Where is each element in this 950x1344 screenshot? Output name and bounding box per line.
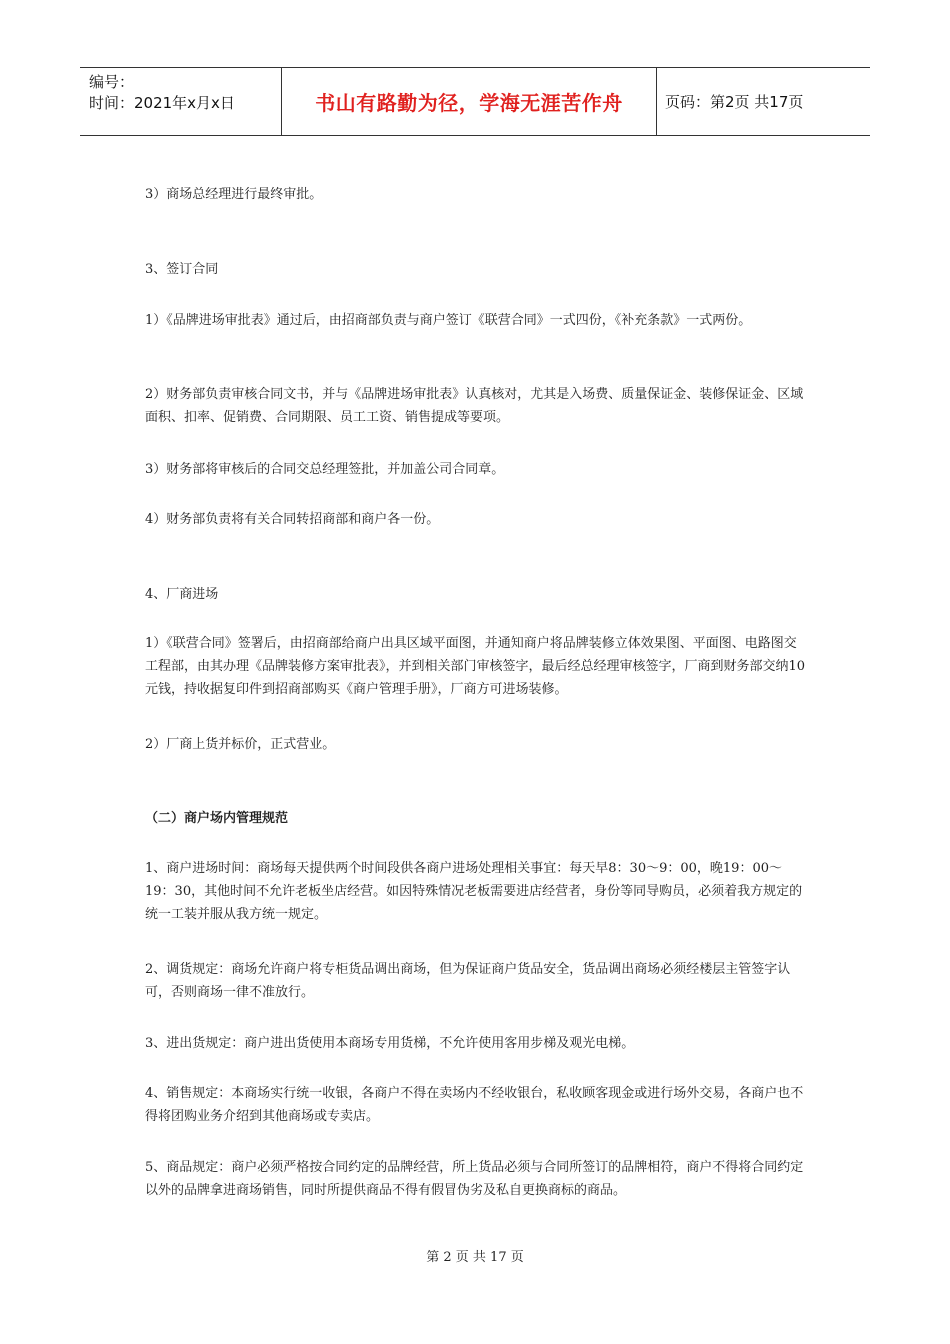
paragraph: 3）商场总经理进行最终审批。 [145,187,323,202]
paragraph: 1、商户进场时间：商场每天提供两个时间段供各商户进场处理相关事宜：每天早8：30～9：00，晚19：00～19：30，其他时间不允许老板坐店经营。如因特殊情况老板需要进店经营者，身份等同导购员，必须着我方规定的统一工装并服从我方统一规定。 [145,861,803,922]
header-motto: 书山有路勤为径，学海无涯苦作舟 [282,68,657,135]
paragraph: 4、销售规定：本商场实行统一收银，各商户不得在卖场内不经收银台，私收顾客现金或进行场外交易，各商户也不得将团购业务介绍到其他商场或专卖店。 [145,1086,804,1124]
number-label: 编号： [89,73,135,91]
document-header [80,67,870,136]
page-code: 页码：第2页 共17页 [665,93,804,111]
time-label: 时间：2021年x月x日 [89,94,235,112]
paragraph: 2、调货规定：商场允许商户将专柜货品调出商场，但为保证商户货品安全，货品调出商场必须经楼层主管签字认可，否则商场一律不准放行。 [145,962,791,1000]
paragraph: 5、商品规定：商户必须严格按合同约定的品牌经营，所上货品必须与合同所签订的品牌相符，商户不得将合同约定以外的品牌拿进商场销售，同时所提供商品不得有假冒伪劣及私自更换商标的商品。 [145,1160,804,1198]
header-meta [80,68,282,135]
paragraph: 1）《品牌进场审批表》通过后，由招商部负责与商户签订《联营合同》一式四份，《补充条款》一式两份。 [145,313,752,328]
section-title-bold: （二）商户场内管理规范 [145,811,289,826]
paragraph: 3）财务部将审核后的合同交总经理签批，并加盖公司合同章。 [145,462,505,477]
paragraph: 4）财务部负责将有关合同转招商部和商户各一份。 [145,512,440,527]
paragraph: 3、进出货规定：商户进出货使用本商场专用货梯，不允许使用客用步梯及观光电梯。 [145,1036,635,1051]
paragraph: 2）厂商上货并标价，正式营业。 [145,737,336,752]
paragraph: 1）《联营合同》签署后，由招商部给商户出具区域平面图，并通知商户将品牌装修立体效果图、平面图、电路图交工程部，由其办理《品牌装修方案审批表》，并到相关部门审核签字，最后经总经理审核签字，厂商到财务部交纳10元钱，持收据复印件到招商部购买《商户管理手册》，厂商方可进场装修。 [145,636,806,697]
section-heading: 3、签订合同 [145,262,219,277]
page-footer: 第 2 页 共 17 页 [426,1250,524,1265]
paragraph: 2）财务部负责审核合同文书，并与《品牌进场审批表》认真核对，尤其是入场费、质量保证金、装修保证金、区域面积、扣率、促销费、合同期限、员工工资、销售提成等要项。 [145,387,804,425]
section-heading: 4、厂商进场 [145,587,219,602]
